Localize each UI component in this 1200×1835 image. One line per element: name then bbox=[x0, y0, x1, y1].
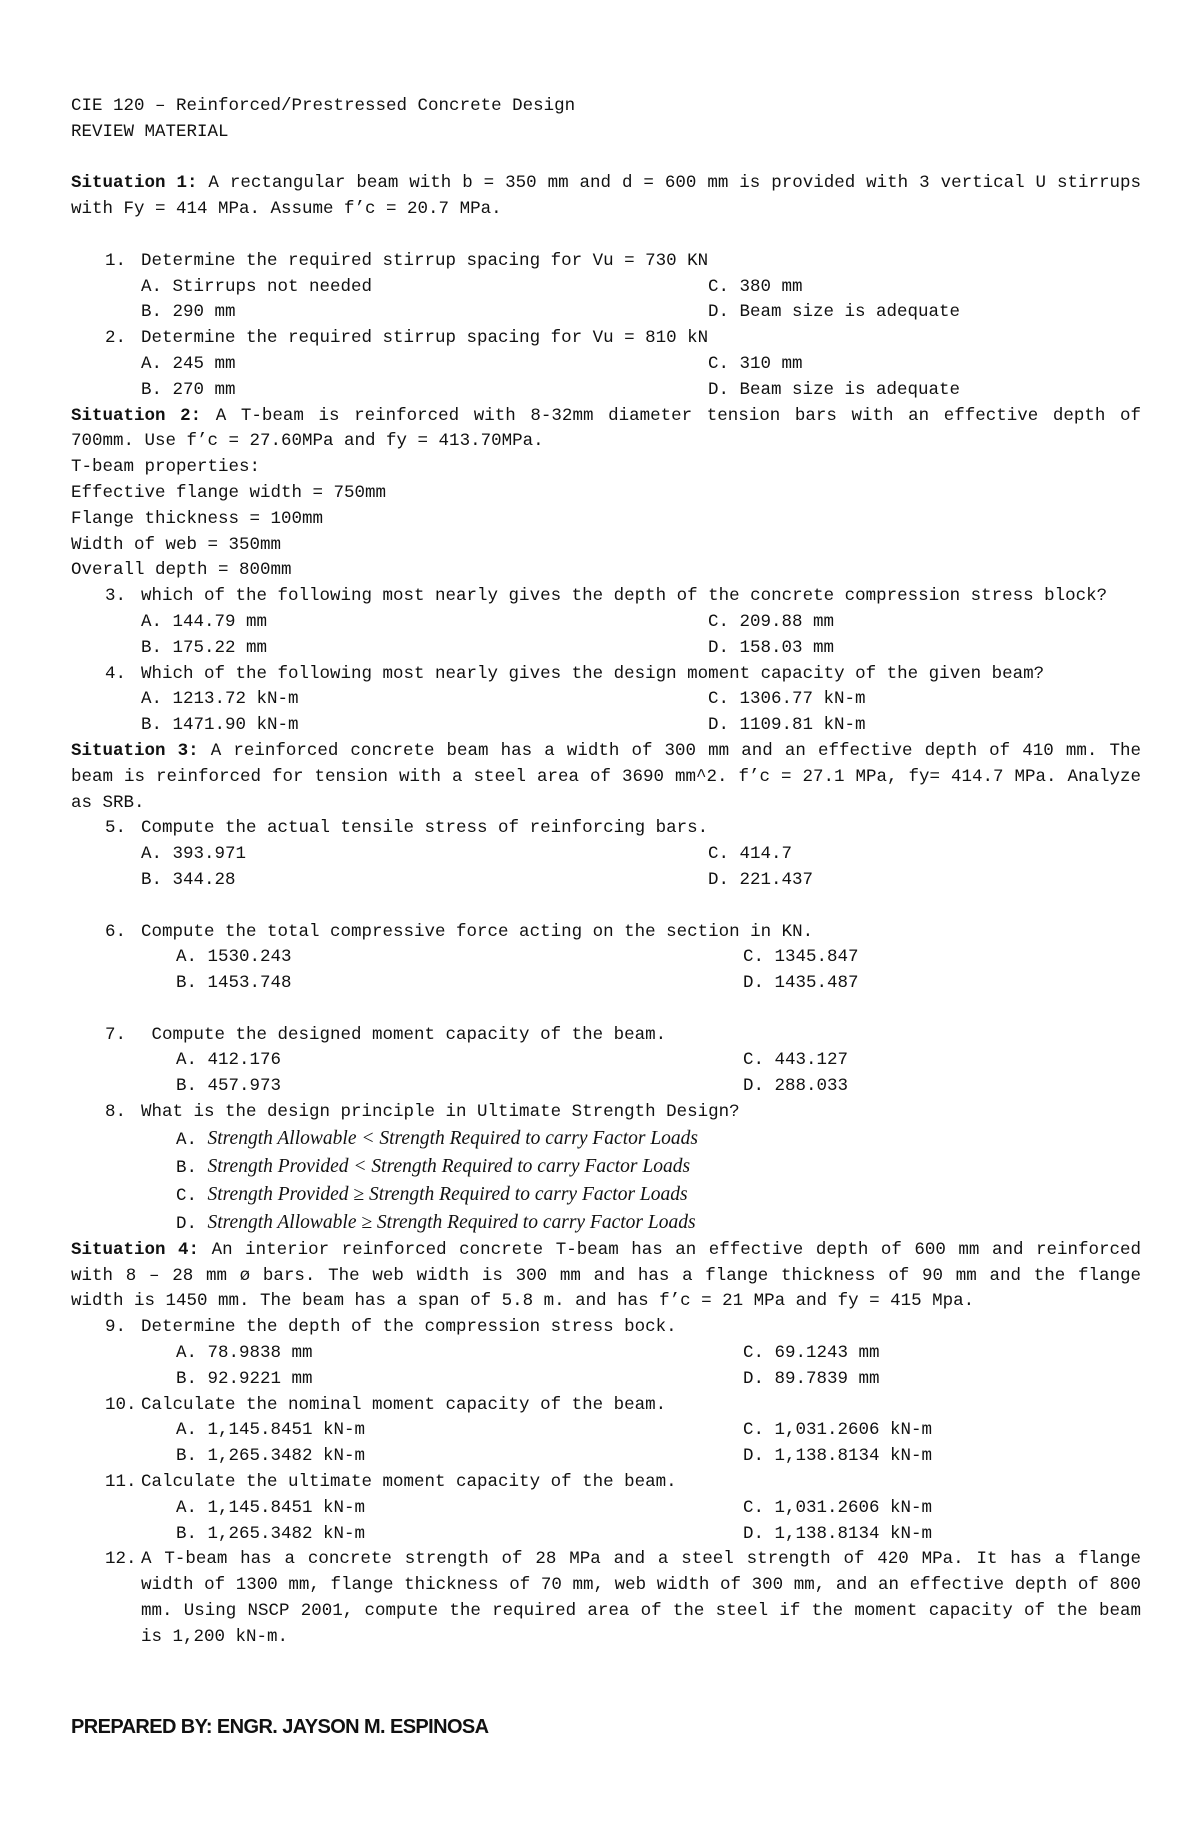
choice-row bbox=[71, 868, 1141, 894]
choice-b: B. 1471.90 kN-m bbox=[141, 715, 299, 736]
choice-d: D. Beam size is adequate bbox=[708, 379, 961, 400]
choice-label: D. bbox=[176, 1213, 208, 1234]
choice-c: C. 414.7 bbox=[708, 844, 793, 865]
choice-a: A. Stirrups not needed bbox=[141, 276, 373, 297]
choice-row bbox=[71, 610, 1141, 636]
choice-row bbox=[71, 687, 1141, 713]
choice-a: A. 1213.72 kN-m bbox=[141, 689, 299, 710]
choice-row bbox=[71, 378, 1141, 404]
choice-b: B. 1,265.3482 kN-m bbox=[176, 1446, 366, 1467]
choice-b bbox=[71, 1154, 1141, 1182]
choice-a: A. 245 mm bbox=[141, 353, 236, 374]
choice-d: D. 1,138.8134 kN-m bbox=[743, 1523, 933, 1544]
choice-a: A. 144.79 mm bbox=[141, 611, 268, 632]
question-10 bbox=[71, 1393, 1141, 1419]
question-text: Calculate the ultimate moment capacity of the beam. bbox=[141, 1472, 677, 1493]
choice-b: B. 344.28 bbox=[141, 869, 236, 890]
choice-d: D. 89.7839 mm bbox=[743, 1368, 880, 1389]
choice-text: Strength Allowable < Strength Required to carry Factor Loads bbox=[207, 1127, 699, 1149]
document-page bbox=[71, 94, 1141, 1651]
question-number: 1. bbox=[105, 250, 127, 271]
document-subtitle: REVIEW MATERIAL bbox=[71, 121, 229, 142]
choice-row bbox=[71, 1367, 1141, 1393]
property-line: Width of web = 350mm bbox=[71, 534, 282, 555]
question-text: Calculate the nominal moment capacity of the beam. bbox=[141, 1394, 667, 1415]
property-line: Effective flange width = 750mm bbox=[71, 482, 387, 503]
spacer bbox=[71, 997, 1141, 1023]
choice-row bbox=[71, 1074, 1141, 1100]
situation-4 bbox=[71, 1238, 1141, 1315]
question-6 bbox=[71, 920, 1141, 946]
property-line: T-beam properties: bbox=[71, 457, 261, 478]
choice-row bbox=[71, 713, 1141, 739]
choice-row bbox=[71, 300, 1141, 326]
question-number: 5. bbox=[105, 818, 127, 839]
choice-d: D. 288.033 bbox=[743, 1076, 849, 1097]
question-number: 10. bbox=[105, 1394, 137, 1415]
situation-2 bbox=[71, 404, 1141, 456]
choice-text: Strength Provided < Strength Required to carry Factor Loads bbox=[207, 1155, 691, 1177]
question-7 bbox=[71, 1023, 1141, 1049]
choice-label: A. bbox=[176, 1129, 208, 1150]
choice-b: B. 92.9221 mm bbox=[176, 1368, 313, 1389]
situation-2-text: A T-beam is reinforced with 8-32mm diameter tension bars with an effective depth of 700mm. Use f’c = 27.60MPa and fy = 413.70MPa. bbox=[71, 405, 1141, 452]
question-5 bbox=[71, 816, 1141, 842]
choice-a: A. 78.9838 mm bbox=[176, 1343, 313, 1364]
choice-row bbox=[71, 842, 1141, 868]
question-number: 3. bbox=[105, 586, 127, 607]
choice-b: B. 1453.748 bbox=[176, 973, 292, 994]
property-line: Flange thickness = 100mm bbox=[71, 508, 324, 529]
choice-row bbox=[71, 275, 1141, 301]
situation-3-label: Situation 3: bbox=[71, 740, 199, 761]
choice-row bbox=[71, 1522, 1141, 1548]
question-number: 9. bbox=[105, 1317, 127, 1338]
question-text: What is the design principle in Ultimate Strength Design? bbox=[141, 1102, 740, 1123]
question-text: Compute the actual tensile stress of reinforcing bars. bbox=[141, 818, 709, 839]
situation-1-text: A rectangular beam with b = 350 mm and d = 600 mm is provided with 3 vertical U stirrups with Fy = 414 MPa. Assume f’c = 20.7 MPa. bbox=[71, 173, 1141, 220]
situation-2-label: Situation 2: bbox=[71, 405, 202, 426]
choice-c: C. 209.88 mm bbox=[708, 611, 835, 632]
choice-d: D. Beam size is adequate bbox=[708, 302, 961, 323]
property-line: Overall depth = 800mm bbox=[71, 560, 292, 581]
choice-c: C. 1,031.2606 kN-m bbox=[743, 1420, 933, 1441]
choice-a: A. 1,145.8451 kN-m bbox=[176, 1497, 366, 1518]
question-number: 8. bbox=[105, 1102, 127, 1123]
question-1 bbox=[71, 249, 1141, 275]
choice-b: B. 175.22 mm bbox=[141, 637, 268, 658]
choice-b: B. 290 mm bbox=[141, 302, 236, 323]
spacer bbox=[71, 223, 1141, 249]
spacer bbox=[71, 146, 1141, 172]
choice-d: D. 221.437 bbox=[708, 869, 814, 890]
question-text: Determine the depth of the compression stress bock. bbox=[141, 1317, 677, 1338]
question-number: 4. bbox=[105, 663, 127, 684]
question-text: Which of the following most nearly gives the design moment capacity of the given beam? bbox=[141, 663, 1045, 684]
situation-1 bbox=[71, 171, 1141, 223]
choice-label: C. bbox=[176, 1185, 208, 1206]
choice-c bbox=[71, 1182, 1141, 1210]
question-number: 11. bbox=[105, 1472, 137, 1493]
choice-text: Strength Provided ≥ Strength Required to carry Factor Loads bbox=[207, 1183, 688, 1205]
choice-row bbox=[71, 1444, 1141, 1470]
question-text: Determine the required stirrup spacing for Vu = 730 KN bbox=[141, 250, 709, 271]
choice-row bbox=[71, 1496, 1141, 1522]
question-number: 7. bbox=[105, 1024, 127, 1045]
choice-d bbox=[71, 1210, 1141, 1238]
choice-b: B. 457.973 bbox=[176, 1076, 282, 1097]
choice-text: Strength Allowable ≥ Strength Required to carry Factor Loads bbox=[207, 1211, 696, 1233]
choice-row bbox=[71, 945, 1141, 971]
situation-3 bbox=[71, 739, 1141, 816]
choice-row bbox=[71, 636, 1141, 662]
question-8 bbox=[71, 1100, 1141, 1126]
situation-3-text: A reinforced concrete beam has a width of 300 mm and an effective depth of 410 mm. The beam is reinforced for tension with a steel area of 3690 mm^2. f’c = 27.1 MPa, fy= 414.7 MPa. Analyze as SRB. bbox=[71, 740, 1141, 813]
question-text: A T-beam has a concrete strength of 28 MPa and a steel strength of 420 MPa. It has a flange width of 1300 mm, flange thickness of 70 mm, web width of 300 mm, and an effective depth of 800 mm. Using NSCP 2001, compute the required area of the steel if the moment capacity of the beam is 1,200 kN-m. bbox=[141, 1549, 1141, 1647]
choice-a: A. 1,145.8451 kN-m bbox=[176, 1420, 366, 1441]
course-title: CIE 120 – Reinforced/Prestressed Concrete Design bbox=[71, 96, 576, 116]
choice-label: B. bbox=[176, 1157, 208, 1178]
choice-a bbox=[71, 1126, 1141, 1154]
choice-c: C. 1306.77 kN-m bbox=[708, 689, 866, 710]
situation-4-text: An interior reinforced concrete T-beam has an effective depth of 600 mm and reinforced with 8 – 28 mm ø bars. The web width is 300 mm and has a flange thickness of 90 mm and the flange width is 1450 mm. The beam has a span of 5.8 m. and has f’c = 21 MPa and fy = 415 Mpa. bbox=[71, 1239, 1141, 1312]
choice-row bbox=[71, 1418, 1141, 1444]
choice-row bbox=[71, 1341, 1141, 1367]
choice-b: B. 1,265.3482 kN-m bbox=[176, 1523, 366, 1544]
situation-4-label: Situation 4: bbox=[71, 1239, 200, 1260]
choice-c: C. 1345.847 bbox=[743, 947, 859, 968]
choice-d: D. 1435.487 bbox=[743, 973, 859, 994]
choice-b: B. 270 mm bbox=[141, 379, 236, 400]
choice-c: C. 443.127 bbox=[743, 1050, 849, 1071]
question-2 bbox=[71, 326, 1141, 352]
choice-row bbox=[71, 1048, 1141, 1074]
choice-c: C. 380 mm bbox=[708, 276, 803, 297]
question-text: Compute the designed moment capacity of the beam. bbox=[141, 1024, 667, 1045]
prepared-by: PREPARED BY: ENGR. JAYSON M. ESPINOSA bbox=[71, 1716, 489, 1738]
choice-c: C. 310 mm bbox=[708, 353, 803, 374]
question-text: Compute the total compressive force acting on the section in KN. bbox=[141, 921, 814, 942]
question-11 bbox=[71, 1470, 1141, 1496]
question-number: 6. bbox=[105, 921, 127, 942]
choice-a: A. 412.176 bbox=[176, 1050, 282, 1071]
choice-d: D. 158.03 mm bbox=[708, 637, 835, 658]
choice-row bbox=[71, 971, 1141, 997]
situation-1-label: Situation 1: bbox=[71, 173, 198, 194]
question-4 bbox=[71, 662, 1141, 688]
choice-c: C. 69.1243 mm bbox=[743, 1343, 880, 1364]
choice-a: A. 1530.243 bbox=[176, 947, 292, 968]
question-text: which of the following most nearly gives the depth of the concrete compression stress block? bbox=[141, 586, 1108, 607]
choice-d: D. 1109.81 kN-m bbox=[708, 715, 866, 736]
choice-c: C. 1,031.2606 kN-m bbox=[743, 1497, 933, 1518]
question-12 bbox=[71, 1547, 1141, 1650]
question-3 bbox=[71, 584, 1141, 610]
choice-row bbox=[71, 352, 1141, 378]
question-number: 2. bbox=[105, 328, 127, 349]
question-9 bbox=[71, 1315, 1141, 1341]
choice-a: A. 393.971 bbox=[141, 844, 247, 865]
choice-d: D. 1,138.8134 kN-m bbox=[743, 1446, 933, 1467]
question-number: 12. bbox=[105, 1549, 137, 1570]
question-text: Determine the required stirrup spacing for Vu = 810 kN bbox=[141, 328, 709, 349]
spacer bbox=[71, 894, 1141, 920]
